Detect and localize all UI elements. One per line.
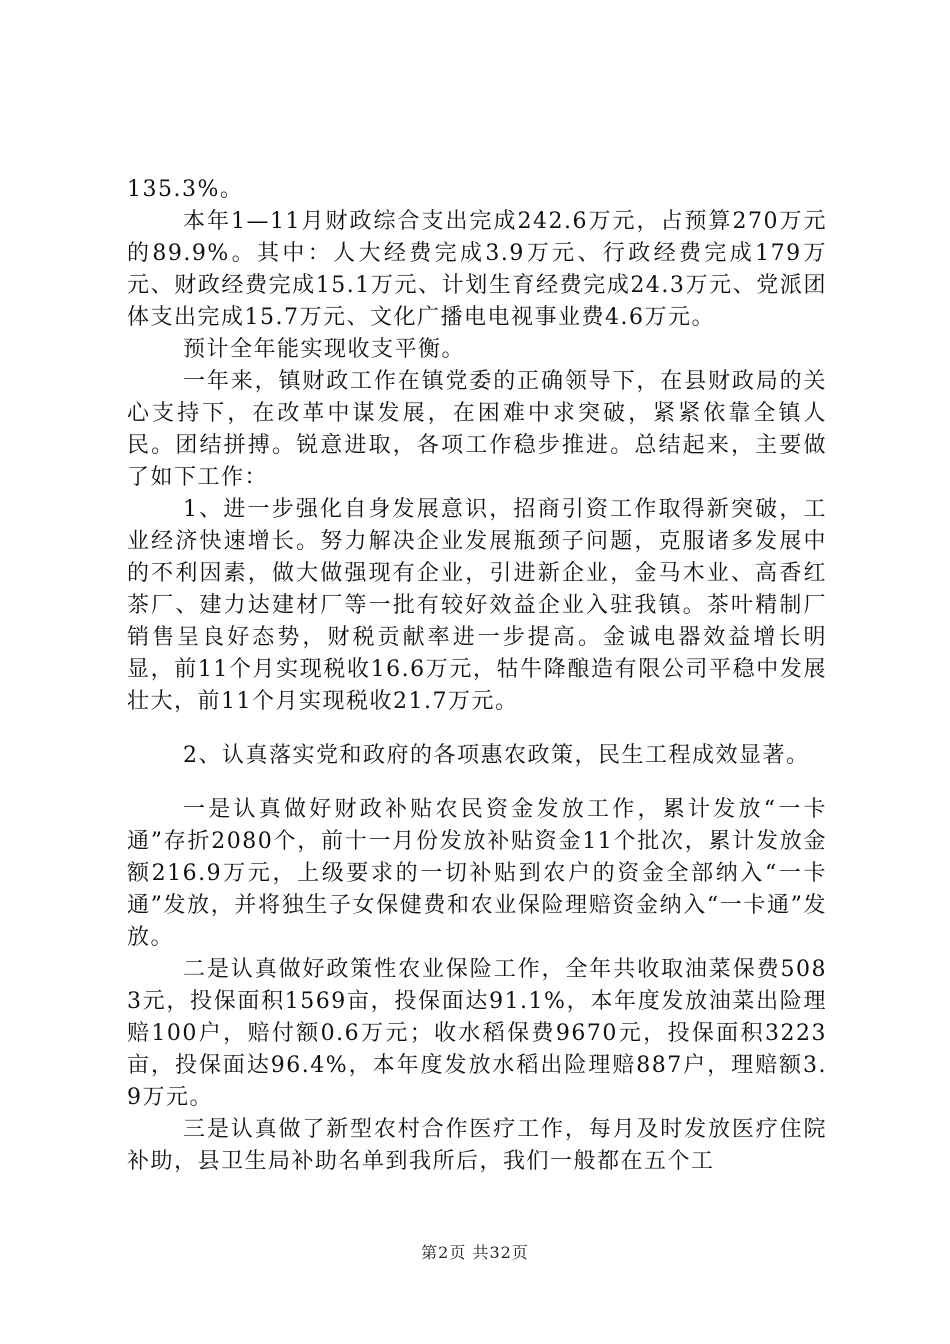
document-body <box>127 174 827 1178</box>
paragraph-subitem-2: 二是认真做好政策性农业保险工作，全年共收取油菜保费5083元，投保面积1569亩，投保面达91.1%，本年度发放油菜出险理赔100户，赔付额0.6万元；收水稻保费9670元，投保面积3223亩，投保面达96.4%，本年度发放水稻出险理赔887户，理赔额3.9万元。 <box>127 957 827 1110</box>
paragraph-continuation: 135.3%。 <box>127 177 244 202</box>
paragraph-subitem-3: 三是认真做了新型农村合作医疗工作，每月及时发放医疗住院补助，县卫生局补助名单到我所后，我们一般都在五个工 <box>127 1117 827 1174</box>
paragraph-balance: 预计全年能实现收支平衡。 <box>183 337 466 362</box>
paragraph-item-1: 1、进一步强化自身发展意识，招商引资工作取得新突破，工业经济快速增长。努力解决企业发展瓶颈子问题，克服诸多发展中的不利因素，做大做强现有企业，引进新企业，金马木业、高香红茶厂、建力达建材厂等一批有较好效益企业入驻我镇。茶叶精制厂销售呈良好态势，财税贡献率进一步提高。金诚电器效益增长明显，前11个月实现税收16.6万元，牯牛降酿造有限公司平稳中发展壮大，前11个月实现税收21.7万元。 <box>127 497 827 714</box>
paragraph-summary: 一年来，镇财政工作在镇党委的正确领导下，在县财政局的关心支持下，在改革中谋发展，在困难中求突破，紧紧依靠全镇人民。团结拼搏。锐意进取，各项工作稳步推进。总结起来，主要做了如下工作： <box>127 369 827 490</box>
paragraph-item-2: 2、认真落实党和政府的各项惠农政策，民生工程成效显著。 <box>183 743 810 768</box>
paragraph-expenditure: 本年1—11月财政综合支出完成242.6万元，占预算270万元的89.9%。其中：人大经费完成3.9万元、行政经费完成179万元、财政经费完成15.1万元、计划生育经费完成24.3万元、党派团体支出完成15.7万元、文化广播电电视事业费4.6万元。 <box>127 209 827 330</box>
paragraph-subitem-1: 一是认真做好财政补贴农民资金发放工作，累计发放“一卡通”存折2080个，前十一月份发放补贴资金11个批次，累计发放金额216.9万元，上级要求的一切补贴到农户的资金全部纳入“一卡通”发放，并将独生子女保健费和农业保险理赔资金纳入“一卡通”发放。 <box>127 797 827 950</box>
page-number-footer: 第2页 共32页 <box>421 1243 529 1262</box>
